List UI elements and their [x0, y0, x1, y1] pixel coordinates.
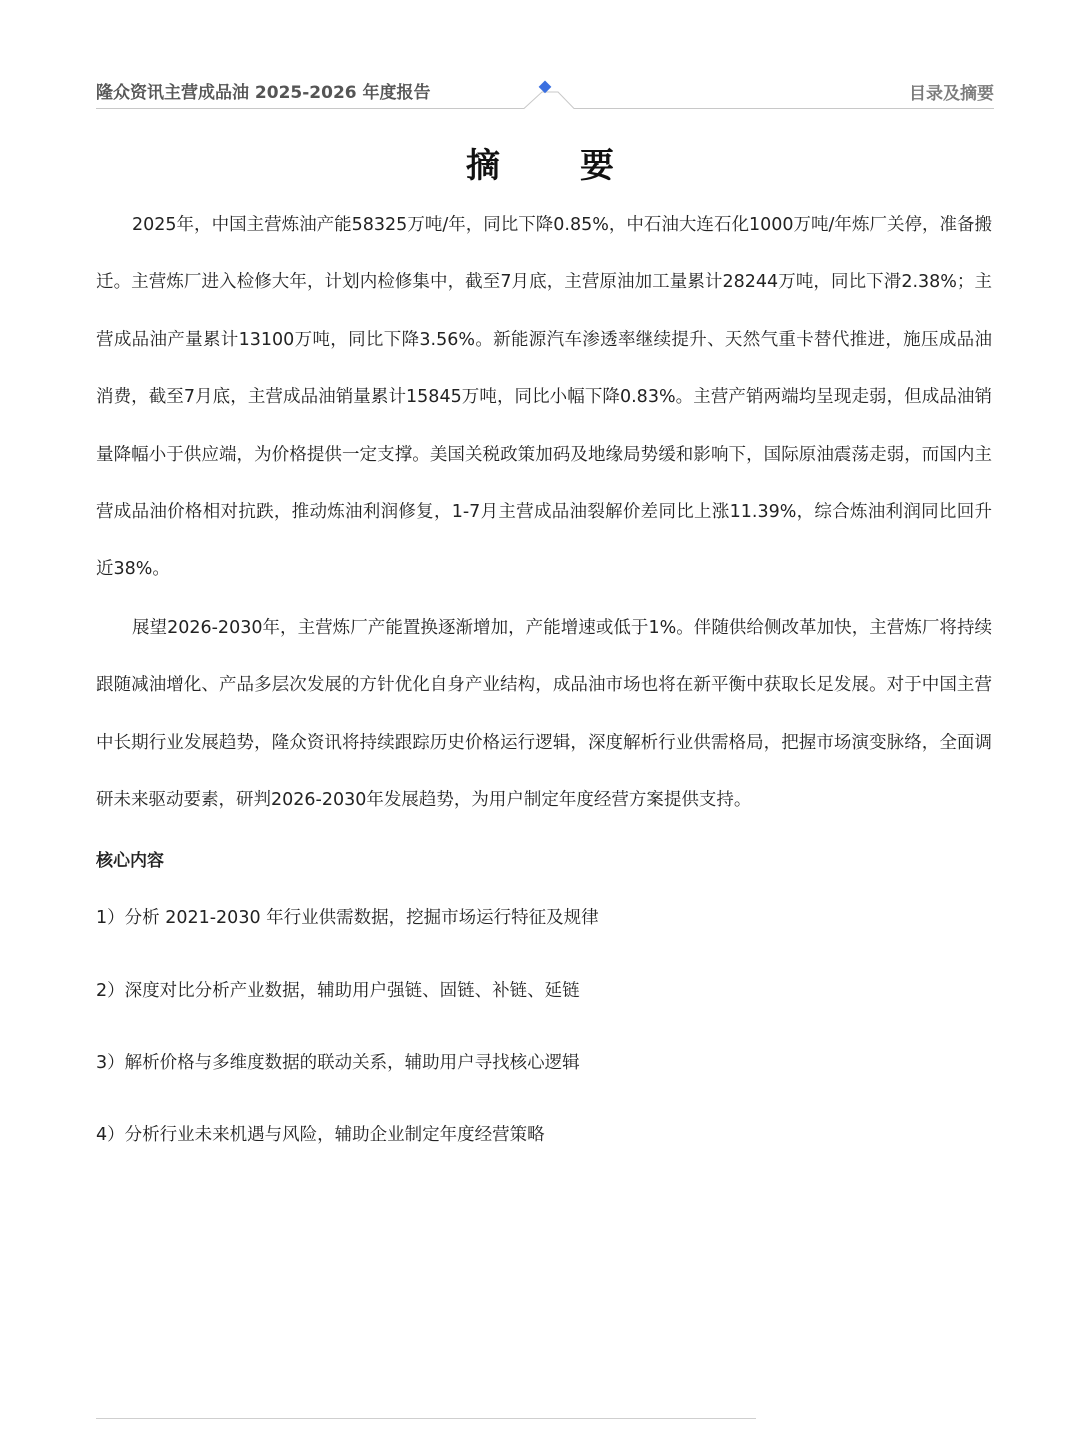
section-label: 目录及摘要: [909, 84, 994, 104]
page-header: [96, 74, 994, 110]
page-title-char-2: 要: [580, 146, 614, 186]
core-content-heading: 核心内容: [96, 851, 164, 871]
page-title-char-1: 摘: [466, 146, 500, 186]
core-item-1: 1）分析 2021-2030 年行业供需数据，挖掘市场运行特征及规律: [96, 908, 599, 928]
core-item-2: 2）深度对比分析产业数据，辅助用户强链、固链、补链、延链: [96, 981, 580, 1001]
core-item-4: 4）分析行业未来机遇与风险，辅助企业制定年度经营策略: [96, 1125, 545, 1145]
page-title: [0, 138, 1080, 187]
report-title: 隆众资讯主营成品油 2025-2026 年度报告: [96, 83, 431, 103]
footer-rule: [96, 1418, 756, 1419]
core-item-3: 3）解析价格与多维度数据的联动关系，辅助用户寻找核心逻辑: [96, 1053, 580, 1073]
diamond-icon: [539, 81, 552, 94]
summary-paragraph-1: 2025年，中国主营炼油产能58325万吨/年，同比下降0.85%，中石油大连石化1000万吨/年炼厂关停，准备搬迁。主营炼厂进入检修大年，计划内检修集中，截至7月底，主营原油加工量累计28244万吨，同比下滑2.38%；主营成品油产量累计13100万吨，同比下降3.56%。新能源汽车渗透率继续提升、天然气重卡替代推进，施压成品油消费，截至7月底，主营成品油销量累计15845万吨，同比小幅下降0.83%。主营产销两端均呈现走弱，但成品油销量降幅小于供应端，为价格提供一定支撑。美国关税政策加码及地缘局势缓和影响下，国际原油震荡走弱，而国内主营成品油价格相对抗跌，推动炼油利润修复，1-7月主营成品油裂解价差同比上涨11.39%，综合炼油利润同比回升近38%。: [96, 215, 992, 580]
summary-paragraph-2: 展望2026-2030年，主营炼厂产能置换逐渐增加，产能增速或低于1%。伴随供给侧改革加快，主营炼厂将持续跟随减油增化、产品多层次发展的方针优化自身产业结构，成品油市场也将在新平衡中获取长足发展。对于中国主营中长期行业发展趋势，隆众资讯将持续跟踪历史价格运行逻辑，深度解析行业供需格局，把握市场演变脉络，全面调研未来驱动要素，研判2026-2030年发展趋势，为用户制定年度经营方案提供支持。: [96, 618, 992, 811]
